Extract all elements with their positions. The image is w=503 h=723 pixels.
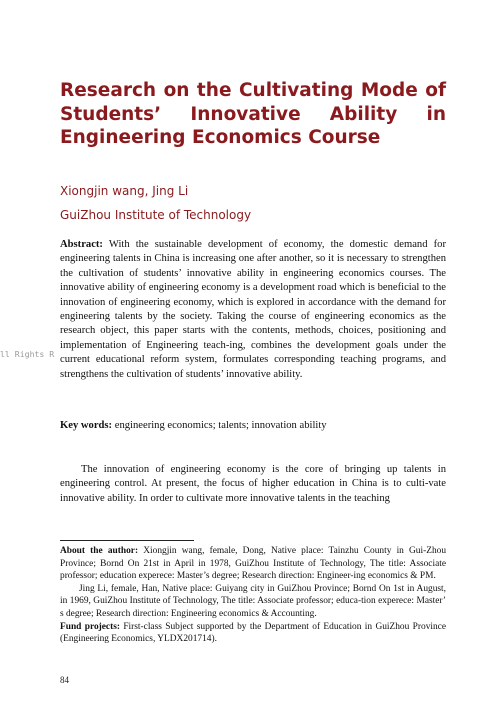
keywords	[60, 419, 446, 433]
keywords-text: engineering economics; talents; innovation ability	[114, 420, 327, 431]
abstract	[60, 238, 446, 382]
footnote-author2: Jing Li, female, Han, Native place: Guiyang city in GuiZhou Province; Bornd On 1st in August, in 1969, GuiZhou Institute of Technology, The title: Associate professor; educa-tion experece: Master’ s degree; Research direction: Engineering economics & Accounting.	[60, 583, 446, 619]
footnote-fund	[60, 621, 446, 646]
author-affiliation: GuiZhou Institute of Technology	[60, 208, 252, 222]
footnote-author1-text: Xiongjin wang, female, Dong, Native place: Tainzhu County in Gui-Zhou Province; Bornd On 21st in April in 1978, GuiZhou Institute of Technology, The title: Associate professor; education experece: Master’s degree; Research direction: Engineer-ing economics & PM.	[60, 546, 447, 582]
abstract-label: Abstract:	[60, 239, 103, 250]
footnote-author-label: About the author:	[60, 546, 139, 556]
footnote-fund-label: Fund projects:	[60, 621, 120, 632]
page-number: 84	[60, 675, 69, 685]
footnote-divider	[60, 540, 194, 541]
footnote-fund-text: First-class Subject supported by the Department of Education in GuiZhou Province (Engineering Economics, YLDX201714).	[60, 621, 447, 645]
keywords-label: Key words:	[60, 420, 113, 431]
footnote	[60, 545, 446, 646]
author-names: Xiongjin wang, Jing Li	[60, 184, 189, 198]
body-paragraph: The innovation of engineering economy is the core of bringing up talents in engineering control. At present, the focus of higher education in China is to culti-vate innovative ability. In order to cultivate more innovative talents in the teaching	[60, 464, 446, 504]
watermark-text: ll Rights R	[0, 349, 55, 359]
footnote-author1	[60, 545, 446, 583]
paper-title: Research on the Cultivating Mode of Students’ Innovative Ability in Engineering Economics Course	[60, 80, 446, 148]
abstract-text: With the sustainable development of economy, the domestic demand for engineering talents in China is increasing one after another, so it is necessary to strengthen the cultivation of students’ innovative ability in engineering economics courses. The innovative ability of engineering economy is a development road which is beneficial to the innovation of engineering economy, which is explored in accordance with the demand for engineering talents by the society. Taking the course of engineering economics as the research object, this paper starts with the contents, methods, choices, positioning and implementation of Engineering teach-ing, combines the development goals under the current educational reform system, formulates corresponding teaching programs, and strengthens the cultivation of students’ innovative ability.	[60, 239, 446, 380]
